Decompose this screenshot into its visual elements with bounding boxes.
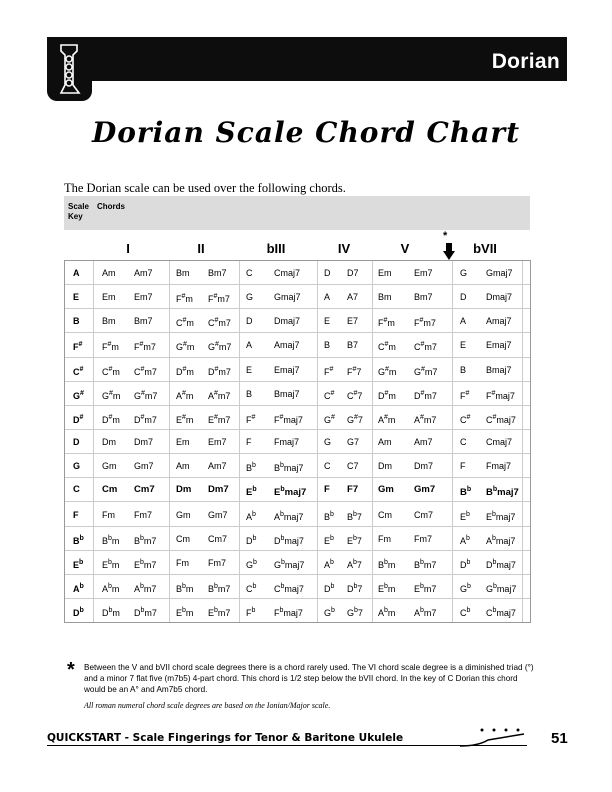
- row-key: G#: [73, 389, 84, 401]
- chord-cell: Fm7: [414, 533, 433, 544]
- chord-cell: $G^b7$: [347, 607, 363, 619]
- chord-cell: $E^bmaj7$: [486, 510, 516, 522]
- chord-cell: Fm7: [134, 509, 153, 520]
- chord-cell: $B^b7$: [347, 510, 362, 522]
- chord-cell: G#7: [347, 413, 363, 425]
- chord-cell: $B^bm$: [102, 534, 120, 546]
- chord-cell: $E^b7$: [347, 534, 362, 546]
- chord-cell: D#m7: [208, 365, 231, 377]
- chord-cell: $A^bmaj7$: [274, 510, 304, 522]
- chord-cell: Em7: [134, 292, 153, 303]
- chord-cell: Am7: [134, 268, 153, 278]
- chord-cell: $D^bmaj7$: [486, 558, 516, 570]
- chord-cell: $A^bm$: [378, 607, 396, 619]
- chord-cell: $D^bm7$: [134, 607, 157, 619]
- table-row: [65, 261, 530, 285]
- chord-cell: Bm7: [134, 316, 153, 327]
- chord-cell: E#m7: [208, 413, 231, 425]
- legend-box: [64, 196, 530, 230]
- table-row: [65, 309, 530, 333]
- chord-cell: $B^bmaj7$: [274, 462, 304, 474]
- chord-cell: E: [324, 316, 331, 327]
- chord-cell: Dm: [378, 461, 392, 472]
- ukulele-headstock-icon: [51, 41, 88, 97]
- chord-cell: Dm7: [414, 461, 434, 472]
- chord-cell: $B^b$: [460, 486, 472, 499]
- chord-cell: Gm: [102, 461, 117, 472]
- chord-cell: A7: [347, 292, 359, 303]
- chord-cell: $G^bmaj7$: [274, 558, 305, 570]
- chord-cell: F#maj7: [274, 413, 303, 425]
- chord-cell: Bmaj7: [486, 364, 512, 375]
- chord-cell: D7: [347, 268, 359, 278]
- chord-cell: A#m: [176, 389, 194, 401]
- chord-cell: Em: [102, 292, 116, 303]
- footer-rule: [47, 745, 527, 746]
- row-key: A: [73, 268, 80, 278]
- chord-cell: Cm7: [414, 509, 434, 520]
- chord-cell: Cm7: [208, 533, 228, 544]
- table-row: [65, 599, 530, 623]
- chord-cell: Emaj7: [274, 364, 300, 375]
- chord-cell: $E^bmaj7$: [274, 486, 307, 499]
- chord-cell: Em: [378, 268, 392, 278]
- chord-cell: G: [324, 437, 332, 448]
- chord-cell: Cmaj7: [486, 437, 513, 448]
- chord-cell: Em: [176, 437, 190, 448]
- table-row: [65, 382, 530, 406]
- chord-cell: Bmaj7: [274, 388, 300, 399]
- chord-cell: G#m: [378, 365, 397, 377]
- chord-cell: Bm: [378, 292, 392, 303]
- table-row: [65, 333, 530, 357]
- chord-cell: Fm: [176, 557, 189, 568]
- chord-cell: F#: [460, 389, 470, 401]
- chord-cell: $G^b$: [246, 558, 257, 570]
- chord-table: [64, 260, 531, 623]
- row-key: F#: [73, 341, 83, 353]
- chord-cell: Cmaj7: [274, 268, 301, 278]
- chord-cell: F#m: [176, 293, 193, 305]
- chord-cell: D: [246, 316, 253, 327]
- chord-cell: Dm7: [208, 484, 229, 496]
- row-key: B: [73, 316, 80, 327]
- chord-cell: G#m: [176, 341, 195, 353]
- chord-cell: D: [324, 268, 331, 278]
- chord-cell: Amaj7: [274, 340, 300, 351]
- chord-cell: D: [460, 292, 467, 303]
- chord-cell: $E^b$: [324, 534, 334, 546]
- chord-cell: $A^b$: [460, 534, 470, 546]
- table-row: [65, 503, 530, 527]
- chord-cell: C#m7: [208, 317, 231, 329]
- chord-cell: Gm: [378, 484, 394, 496]
- section-title: Dorian: [491, 50, 560, 73]
- table-row: [65, 575, 530, 599]
- chord-cell: $G^bmaj7$: [486, 582, 517, 594]
- chord-cell: $B^bm$: [176, 582, 194, 594]
- row-key: C#: [73, 365, 84, 377]
- chord-cell: Am7: [208, 461, 227, 472]
- chord-cell: Fm: [378, 533, 391, 544]
- chord-cell: F#m7: [134, 341, 156, 353]
- chord-cell: E7: [347, 316, 359, 327]
- chord-cell: D#m7: [134, 413, 157, 425]
- chord-cell: Cm7: [134, 484, 155, 496]
- chord-cell: $E^bm7$: [208, 607, 231, 619]
- chord-cell: Dmaj7: [486, 292, 513, 303]
- chord-cell: G#: [324, 413, 335, 425]
- chord-cell: G#m7: [208, 341, 232, 353]
- row-key: D: [73, 437, 80, 448]
- chord-cell: C7: [347, 461, 359, 472]
- table-row: [65, 406, 530, 430]
- chord-cell: Dm7: [134, 437, 154, 448]
- row-key: C: [73, 484, 80, 496]
- chord-cell: $A^b$: [324, 558, 334, 570]
- chord-cell: $G^b$: [324, 607, 335, 619]
- degree-label: V: [400, 241, 410, 256]
- chord-cell: $F^bmaj7$: [274, 607, 303, 619]
- chord-cell: Fmaj7: [274, 437, 300, 448]
- chord-cell: $F^b$: [246, 607, 256, 619]
- chord-cell: Gmaj7: [486, 268, 513, 278]
- table-row: [65, 551, 530, 575]
- chord-cell: $B^bm$: [378, 558, 396, 570]
- chord-cell: G#m7: [414, 365, 438, 377]
- chord-cell: $B^bm7$: [414, 558, 437, 570]
- chord-cell: F#m: [378, 317, 395, 329]
- chord-cell: C#: [460, 413, 471, 425]
- chord-cell: F: [246, 437, 252, 448]
- chord-cell: Gmaj7: [274, 292, 301, 303]
- down-arrow-icon: [443, 243, 455, 261]
- table-row: [65, 358, 530, 382]
- row-key: D#: [73, 413, 84, 425]
- row-key: F: [73, 509, 79, 520]
- chord-cell: C#m7: [414, 341, 437, 353]
- star-marker: *: [443, 230, 448, 242]
- chord-cell: $C^b$: [246, 582, 257, 594]
- chord-cell: $A^bm7$: [134, 582, 157, 594]
- chord-cell: C#m7: [134, 365, 157, 377]
- chord-cell: $B^bmaj7$: [486, 486, 519, 499]
- chord-cell: Am: [378, 437, 392, 448]
- ukulele-neck-icon: [458, 726, 528, 750]
- chord-cell: G#m7: [134, 389, 158, 401]
- chord-cell: $E^b$: [246, 486, 257, 499]
- chord-cell: F#: [324, 365, 334, 377]
- chord-cell: $A^bmaj7$: [486, 534, 516, 546]
- chord-cell: Cm: [378, 509, 392, 520]
- row-key: $E^b$: [73, 558, 84, 570]
- chord-cell: F#m7: [414, 317, 436, 329]
- table-row: [65, 478, 530, 502]
- chord-cell: C: [460, 437, 467, 448]
- chord-cell: C#: [324, 389, 335, 401]
- row-key: E: [73, 292, 80, 303]
- chord-cell: F#m7: [208, 293, 230, 305]
- chord-cell: Gm7: [208, 509, 228, 520]
- chord-cell: $C^bmaj7$: [274, 582, 304, 594]
- chord-cell: $B^b$: [324, 510, 334, 522]
- chord-cell: $E^bm$: [102, 558, 120, 570]
- chord-cell: $E^bm$: [176, 607, 194, 619]
- chord-cell: Emaj7: [486, 340, 512, 351]
- chord-cell: $C^bmaj7$: [486, 607, 516, 619]
- chord-cell: $E^bm7$: [134, 558, 157, 570]
- chord-cell: $E^b$: [460, 510, 470, 522]
- chord-cell: F: [460, 461, 466, 472]
- chord-cell: $D^b$: [460, 558, 471, 570]
- chord-cell: Fm: [102, 509, 115, 520]
- chord-cell: $A^bm7$: [414, 607, 437, 619]
- chord-cell: C#m: [176, 317, 194, 329]
- chord-cell: B: [246, 388, 253, 399]
- chord-cell: Em7: [414, 268, 433, 278]
- chord-cell: $E^bm7$: [414, 582, 437, 594]
- chord-cell: $D^bmaj7$: [274, 534, 304, 546]
- chord-cell: Fmaj7: [486, 461, 512, 472]
- chord-cell: A#m7: [208, 389, 231, 401]
- degree-label: bIII: [266, 241, 286, 256]
- chord-cell: Bm7: [208, 268, 227, 278]
- chord-cell: F#7: [347, 365, 362, 377]
- chord-cell: $A^bm$: [102, 582, 120, 594]
- chord-cell: G7: [347, 437, 360, 448]
- ukulele-tab-icon: [47, 37, 92, 101]
- chord-cell: D#m: [176, 365, 194, 377]
- chord-cell: C#maj7: [486, 413, 516, 425]
- chord-cell: $B^bm7$: [208, 582, 231, 594]
- chord-cell: $D^bm$: [102, 607, 120, 619]
- footnote-italic: All roman numeral chord scale degrees are based on the Ionian/Major scale.: [84, 701, 331, 710]
- row-key: G: [73, 461, 81, 472]
- chord-cell: G#m: [102, 389, 121, 401]
- chord-cell: Dm: [102, 437, 116, 448]
- chord-cell: $E^bm$: [378, 582, 396, 594]
- legend-chords: Chords: [97, 202, 125, 211]
- chord-cell: Gm7: [414, 484, 436, 496]
- chord-cell: $C^b$: [460, 607, 471, 619]
- chord-cell: Am7: [414, 437, 433, 448]
- row-key: $A^b$: [73, 582, 84, 594]
- degree-label: IV: [337, 241, 351, 256]
- chord-cell: Cm: [102, 484, 118, 496]
- chord-cell: $D^b$: [324, 582, 335, 594]
- chord-cell: Am: [102, 268, 116, 278]
- chord-cell: Dmaj7: [274, 316, 301, 327]
- chord-cell: Bm: [102, 316, 116, 327]
- chord-cell: E#m: [176, 413, 194, 425]
- table-row: [65, 527, 530, 551]
- chord-cell: E: [460, 340, 467, 351]
- chord-cell: Em7: [208, 437, 227, 448]
- legend-scale-key: Scale Key: [68, 202, 89, 221]
- chord-cell: Am: [176, 461, 190, 472]
- chord-cell: Bm: [176, 268, 190, 278]
- page-number: 51: [551, 730, 568, 747]
- chord-cell: A: [460, 316, 467, 327]
- table-row: [65, 285, 530, 309]
- chord-cell: Dm: [176, 484, 192, 496]
- degree-label: I: [126, 241, 130, 256]
- chord-cell: C#m: [378, 341, 396, 353]
- chord-cell: F7: [347, 484, 359, 496]
- chord-cell: F#maj7: [486, 389, 515, 401]
- chord-cell: Fm7: [208, 557, 227, 568]
- degree-label: bVII: [473, 241, 497, 256]
- chord-cell: B: [460, 364, 467, 375]
- chord-cell: F#m: [102, 341, 119, 353]
- chord-cell: Cm: [176, 533, 190, 544]
- chord-cell: D#m: [102, 413, 120, 425]
- chord-cell: Amaj7: [486, 316, 512, 327]
- page-title: Dorian Scale Chord Chart: [91, 116, 521, 149]
- chord-cell: G: [460, 268, 468, 278]
- chord-cell: D#m: [378, 389, 396, 401]
- chord-cell: A: [246, 340, 253, 351]
- chord-cell: C#7: [347, 389, 363, 401]
- chord-cell: Bm7: [414, 292, 433, 303]
- chord-cell: D#m7: [414, 389, 437, 401]
- chord-cell: Gm7: [134, 461, 154, 472]
- table-row: [65, 454, 530, 478]
- header-bar: [47, 37, 567, 81]
- chord-cell: B7: [347, 340, 359, 351]
- chord-cell: C#m: [102, 365, 120, 377]
- chord-cell: B: [324, 340, 331, 351]
- chord-cell: C: [324, 461, 331, 472]
- chord-cell: $B^bm7$: [134, 534, 157, 546]
- chord-cell: Gm: [176, 509, 191, 520]
- chord-cell: $B^b$: [246, 462, 256, 474]
- table-row: [65, 430, 530, 454]
- footnote-star: *: [67, 659, 75, 681]
- chord-cell: A: [324, 292, 331, 303]
- chord-cell: G: [246, 292, 254, 303]
- chord-cell: A#m7: [414, 413, 437, 425]
- row-key: $B^b$: [73, 534, 84, 546]
- chord-cell: F#: [246, 413, 256, 425]
- chord-cell: F: [324, 484, 330, 496]
- footer-text: QUICKSTART - Scale Fingerings for Tenor & Baritone Ukulele: [47, 732, 404, 744]
- degree-label: II: [197, 241, 205, 256]
- chord-cell: E: [246, 364, 253, 375]
- row-key: $D^b$: [73, 607, 84, 619]
- chord-cell: $G^b$: [460, 582, 471, 594]
- intro-text: The Dorian scale can be used over the following chords.: [64, 181, 346, 195]
- chord-cell: C: [246, 268, 253, 278]
- chord-cell: A#m: [378, 413, 396, 425]
- chord-cell: $A^b$: [246, 510, 256, 522]
- chord-cell: $D^b$: [246, 534, 257, 546]
- chord-cell: $D^b7$: [347, 582, 363, 594]
- chord-cell: $A^b7$: [347, 558, 362, 570]
- footnote-text: Between the V and bVII chord scale degrees there is a chord rarely used. The VI chord scale degree is a diminished triad (°) and a minor 7 flat five (m7b5) 4-part chord. This chord is 1/2 step below the bVII chord. In the key of C Dorian this chord would be an A° and Am7b5 chord.: [84, 663, 534, 694]
